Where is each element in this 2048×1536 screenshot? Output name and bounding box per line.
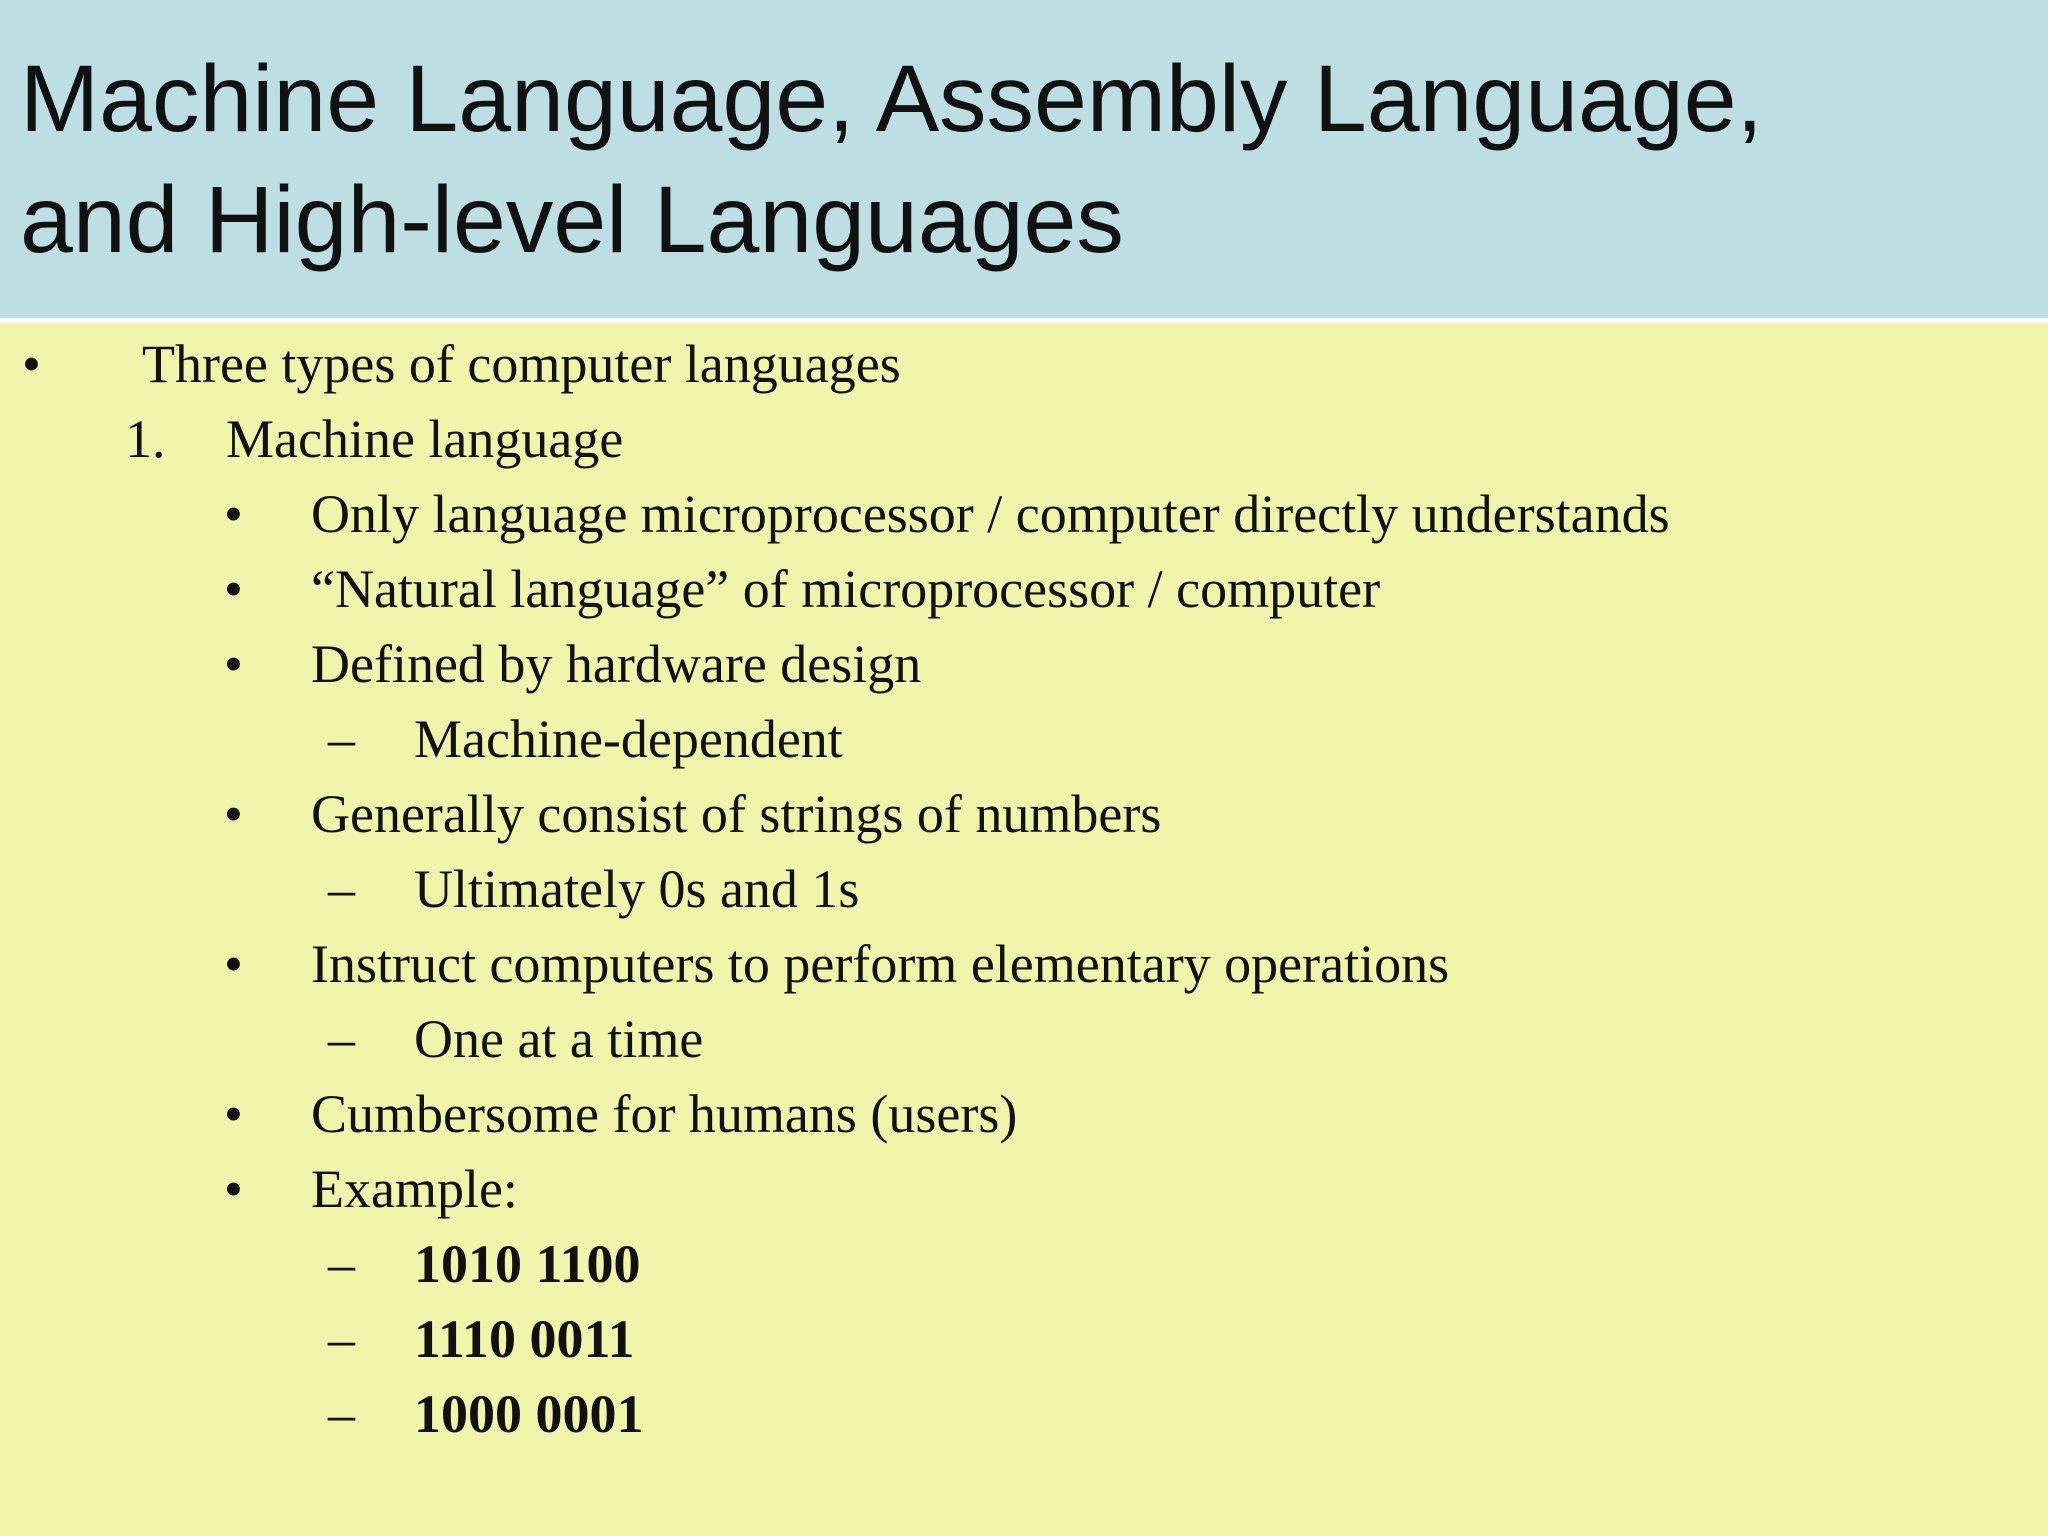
bullet-marker: • (224, 484, 243, 544)
number-marker: 1. (125, 409, 166, 469)
dash-marker: – (328, 859, 355, 919)
bullet-marker: • (224, 1159, 243, 1219)
binary-code: 1110 0011 (414, 1309, 635, 1369)
outline-item-text: Only language microprocessor / computer directly understands (311, 484, 1670, 544)
outline-item-text: Three types of computer languages (142, 334, 901, 394)
title-band (0, 0, 2048, 318)
outline-item-text: Example: (311, 1159, 518, 1219)
binary-code: 1010 1100 (414, 1234, 641, 1294)
dash-marker: – (328, 1234, 355, 1294)
outline-item-text: “Natural language” of microprocessor / computer (311, 559, 1381, 619)
dash-marker: – (328, 1384, 355, 1444)
outline-item-text: Machine-dependent (414, 709, 843, 769)
outline-item-text: Generally consist of strings of numbers (311, 784, 1162, 844)
outline-item-text: Defined by hardware design (311, 634, 922, 694)
outline-item-text: Cumbersome for humans (users) (311, 1084, 1018, 1144)
outline-item-text: Machine language (226, 409, 624, 469)
dash-marker: – (328, 709, 355, 769)
bullet-marker: • (224, 1084, 243, 1144)
bullet-marker: • (224, 634, 243, 694)
bullet-marker: • (22, 334, 41, 394)
bullet-marker: • (224, 934, 243, 994)
dash-marker: – (328, 1309, 355, 1369)
outline-item-text: Instruct computers to perform elementary operations (311, 934, 1450, 994)
outline-item-text: One at a time (414, 1009, 704, 1069)
bullet-marker: • (224, 559, 243, 619)
outline-item-text: Ultimately 0s and 1s (414, 859, 860, 919)
bullet-marker: • (224, 784, 243, 844)
slide-title-line-2: and High-level Languages (20, 167, 1124, 273)
slide-title-line-1: Machine Language, Assembly Language, (20, 46, 1763, 152)
binary-code: 1000 0001 (414, 1384, 644, 1444)
dash-marker: – (328, 1009, 355, 1069)
